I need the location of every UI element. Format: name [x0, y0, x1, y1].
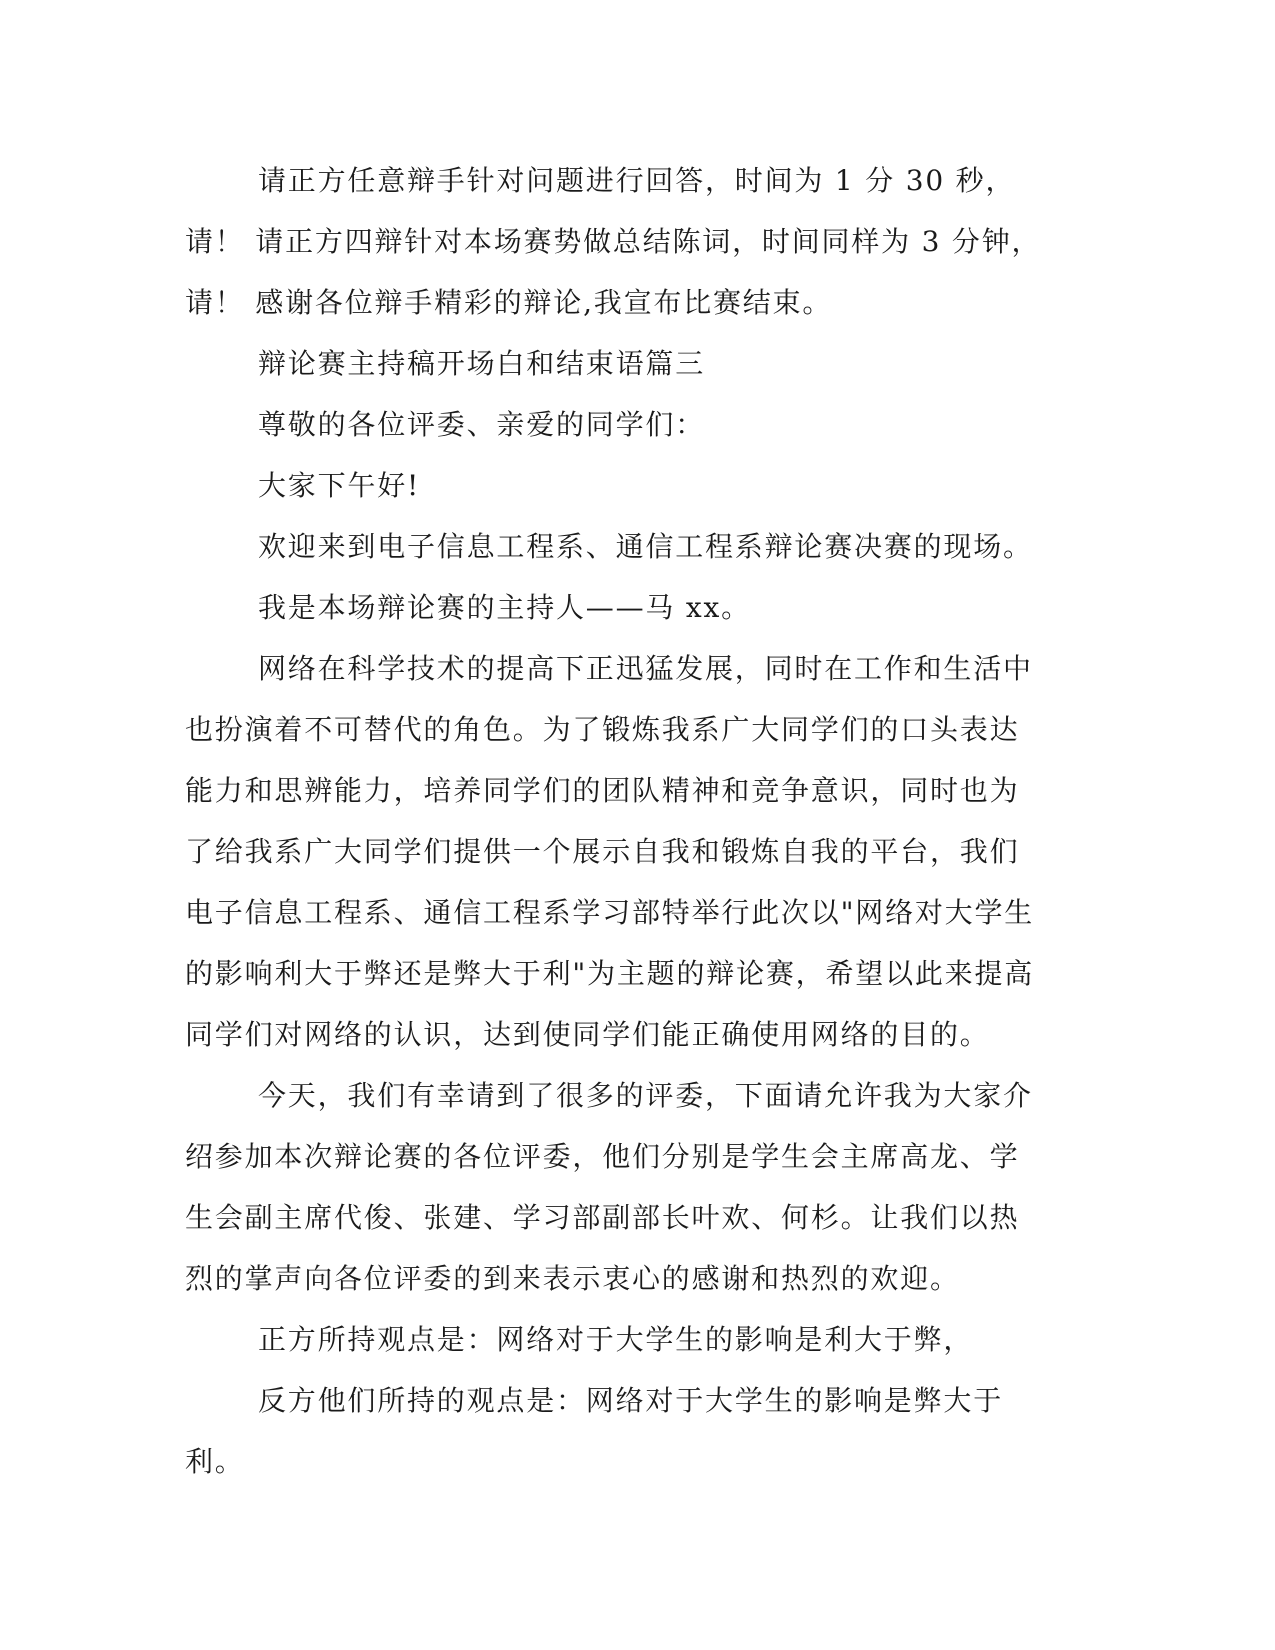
- section-heading: 辩论赛主持稿开场白和结束语篇三: [258, 347, 706, 380]
- document-body: [185, 150, 1045, 1492]
- welcome-line: 欢迎来到电子信息工程系、通信工程系辩论赛决赛的现场。: [258, 530, 1033, 563]
- paragraph-background: 网络在科学技术的提高下正迅猛发展，同时在工作和生活中也扮演着不可替代的角色。为了锻炼我系广大同学们的口头表达能力和思辨能力，培养同学们的团队精神和竞争意识，同时也为了给我系广大同学们提供一个展示自我和锻炼自我的平台，我们电子信息工程系、通信工程系学习部特举行此次以"网络对大学生的影响利大于弊还是弊大于利"为主题的辩论赛，希望以此来提高同学们对网络的认识，达到使同学们能正确使用网络的目的。: [185, 652, 1035, 1051]
- paragraph-judges: 今天，我们有幸请到了很多的评委，下面请允许我为大家介绍参加本次辩论赛的各位评委，他们分别是学生会主席高龙、学生会副主席代俊、张建、学习部副部长叶欢、何杉。让我们以热烈的掌声向各位评委的到来表示衷心的感谢和热烈的欢迎。: [185, 1079, 1033, 1295]
- greeting: 大家下午好!: [258, 469, 421, 502]
- host-introduction: 我是本场辩论赛的主持人——马 xx。: [258, 591, 751, 624]
- affirmative-position: 正方所持观点是：网络对于大学生的影响是利大于弊，: [258, 1323, 974, 1356]
- salutation: 尊敬的各位评委、亲爱的同学们：: [258, 408, 706, 441]
- negative-position: 反方他们所持的观点是：网络对于大学生的影响是弊大于利。: [185, 1384, 1004, 1478]
- paragraph-closing-remarks: 请正方任意辩手针对问题进行回答，时间为 1 分 30 秒，请！ 请正方四辩针对本场赛势做总结陈词，时间同样为 3 分钟，请！ 感谢各位辩手精彩的辩论,我宣布比赛结束。: [185, 164, 1042, 319]
